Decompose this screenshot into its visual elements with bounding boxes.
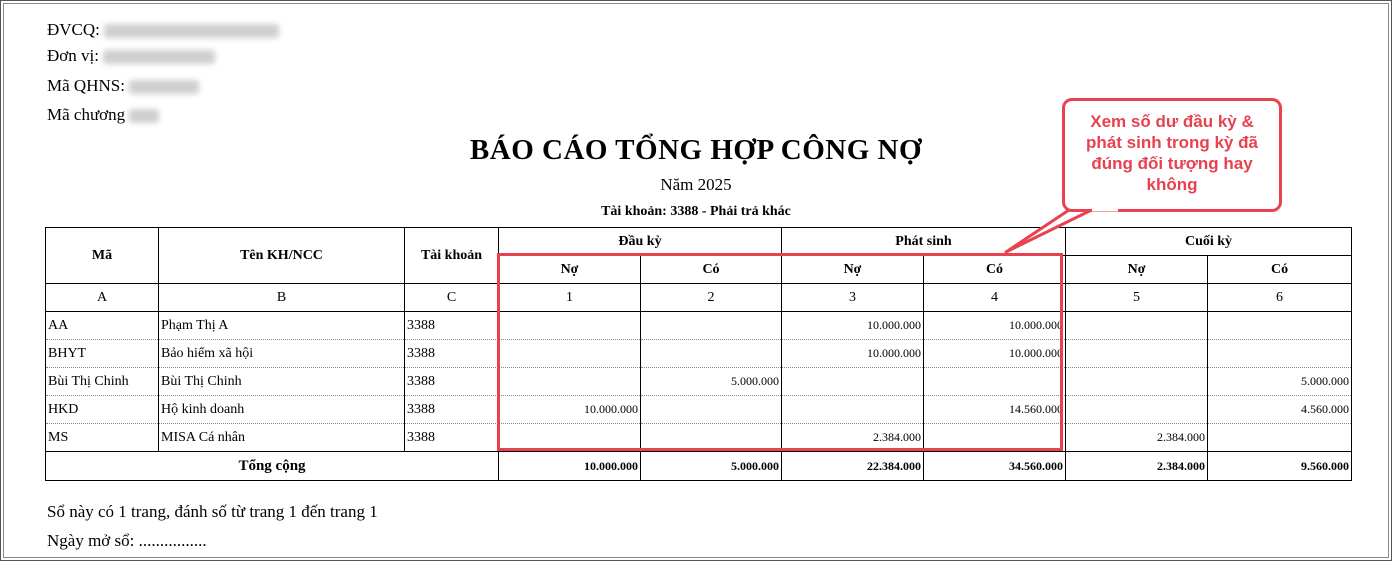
cell-ten: Hộ kinh doanh: [159, 396, 405, 424]
cell-ma: MS: [46, 424, 159, 452]
cell-phatsinh-no: 2.384.000: [782, 424, 924, 452]
callout-text: Xem số dư đầu kỳ & phát sinh trong kỳ đã đúng đối tượng hay không: [1086, 112, 1258, 194]
header-machuong: [47, 105, 159, 125]
phatsinh-no-header: Nợ: [782, 256, 924, 284]
cuoiky-no-header: Nợ: [1066, 256, 1208, 284]
cell-ma: Bùi Thị Chinh: [46, 368, 159, 396]
col-ten-header: Tên KH/NCC: [159, 228, 405, 284]
dauky-no-header: Nợ: [499, 256, 641, 284]
cell-phatsinh-no: [782, 396, 924, 424]
group-phatsinh-header: Phát sinh: [782, 228, 1066, 256]
index-cell: C: [405, 284, 499, 312]
phatsinh-co-header: Có: [924, 256, 1066, 284]
cell-tk: 3388: [405, 396, 499, 424]
index-cell: 3: [782, 284, 924, 312]
cell-cuoiky-co: [1208, 424, 1352, 452]
cell-cuoiky-co: [1208, 312, 1352, 340]
cell-dauky-no: [499, 424, 641, 452]
blurred-value: [104, 24, 279, 38]
cell-dauky-no: 10.000.000: [499, 396, 641, 424]
cell-phatsinh-co: [924, 368, 1066, 396]
cell-ten: Bảo hiểm xã hội: [159, 340, 405, 368]
cuoiky-co-header: Có: [1208, 256, 1352, 284]
cell-cuoiky-co: [1208, 340, 1352, 368]
cell-tk: 3388: [405, 340, 499, 368]
total-phatsinh-no: 22.384.000: [782, 452, 924, 481]
cell-ma: HKD: [46, 396, 159, 424]
header-maqhns: [47, 76, 199, 96]
dauky-co-header: Có: [641, 256, 782, 284]
cell-cuoiky-co: 5.000.000: [1208, 368, 1352, 396]
cell-dauky-co: [641, 424, 782, 452]
table-row: [46, 340, 1352, 368]
index-cell: 5: [1066, 284, 1208, 312]
donvi-label: Đơn vị:: [47, 46, 99, 65]
cell-phatsinh-no: [782, 368, 924, 396]
cell-ma: AA: [46, 312, 159, 340]
cell-tk: 3388: [405, 424, 499, 452]
table-row: [46, 396, 1352, 424]
cell-phatsinh-co: [924, 424, 1066, 452]
group-cuoiky-header: Cuối kỳ: [1066, 228, 1352, 256]
footer-pages: Sổ này có 1 trang, đánh số từ trang 1 đến trang 1: [47, 502, 378, 521]
machuong-label: Mã chương: [47, 105, 126, 124]
header-donvi: [47, 46, 215, 66]
index-cell: B: [159, 284, 405, 312]
table-row: [46, 424, 1352, 452]
cell-dauky-no: [499, 368, 641, 396]
cell-dauky-co: [641, 312, 782, 340]
cell-cuoiky-co: 4.560.000: [1208, 396, 1352, 424]
table-row: [46, 368, 1352, 396]
total-cuoiky-no: 2.384.000: [1066, 452, 1208, 481]
cell-phatsinh-co: 10.000.000: [924, 312, 1066, 340]
column-index-row: [46, 284, 1352, 312]
index-cell: 2: [641, 284, 782, 312]
total-phatsinh-co: 34.560.000: [924, 452, 1066, 481]
cell-phatsinh-no: 10.000.000: [782, 340, 924, 368]
col-tk-header: Tài khoản: [405, 228, 499, 284]
footer-opening-date: Ngày mở sổ: ................: [47, 531, 207, 550]
index-cell: 1: [499, 284, 641, 312]
total-dauky-no: 10.000.000: [499, 452, 641, 481]
total-cuoiky-co: 9.560.000: [1208, 452, 1352, 481]
cell-dauky-co: [641, 396, 782, 424]
header-dvcq: [47, 20, 279, 40]
callout-note: [1062, 98, 1282, 212]
cell-ten: Bùi Thị Chinh: [159, 368, 405, 396]
cell-cuoiky-no: [1066, 368, 1208, 396]
col-ma-header: Mã: [46, 228, 159, 284]
table-row: [46, 312, 1352, 340]
cell-cuoiky-no: [1066, 396, 1208, 424]
index-cell: A: [46, 284, 159, 312]
total-row: [46, 452, 1352, 481]
cell-phatsinh-co: 14.560.000: [924, 396, 1066, 424]
cell-cuoiky-no: 2.384.000: [1066, 424, 1208, 452]
maqhns-label: Mã QHNS:: [47, 76, 125, 95]
cell-phatsinh-no: 10.000.000: [782, 312, 924, 340]
cell-dauky-no: [499, 340, 641, 368]
cell-ten: Phạm Thị A: [159, 312, 405, 340]
debt-summary-table: [45, 227, 1352, 481]
group-dauky-header: Đầu kỳ: [499, 228, 782, 256]
blurred-value: [103, 50, 215, 64]
report-account: Tài khoản: 3388 - Phải trả khác: [601, 204, 791, 219]
cell-cuoiky-no: [1066, 340, 1208, 368]
cell-cuoiky-no: [1066, 312, 1208, 340]
blurred-value: [129, 109, 159, 123]
index-cell: 6: [1208, 284, 1352, 312]
report-title: BÁO CÁO TỔNG HỢP CÔNG NỢ: [469, 134, 923, 166]
dvcq-label: ĐVCQ:: [47, 20, 100, 39]
cell-ma: BHYT: [46, 340, 159, 368]
total-dauky-co: 5.000.000: [641, 452, 782, 481]
cell-phatsinh-co: 10.000.000: [924, 340, 1066, 368]
cell-tk: 3388: [405, 368, 499, 396]
cell-tk: 3388: [405, 312, 499, 340]
cell-dauky-co: [641, 340, 782, 368]
cell-ten: MISA Cá nhân: [159, 424, 405, 452]
cell-dauky-no: [499, 312, 641, 340]
cell-dauky-co: 5.000.000: [641, 368, 782, 396]
index-cell: 4: [924, 284, 1066, 312]
total-label: Tổng cộng: [46, 452, 499, 481]
report-year: Năm 2025: [660, 175, 732, 194]
blurred-value: [129, 80, 199, 94]
